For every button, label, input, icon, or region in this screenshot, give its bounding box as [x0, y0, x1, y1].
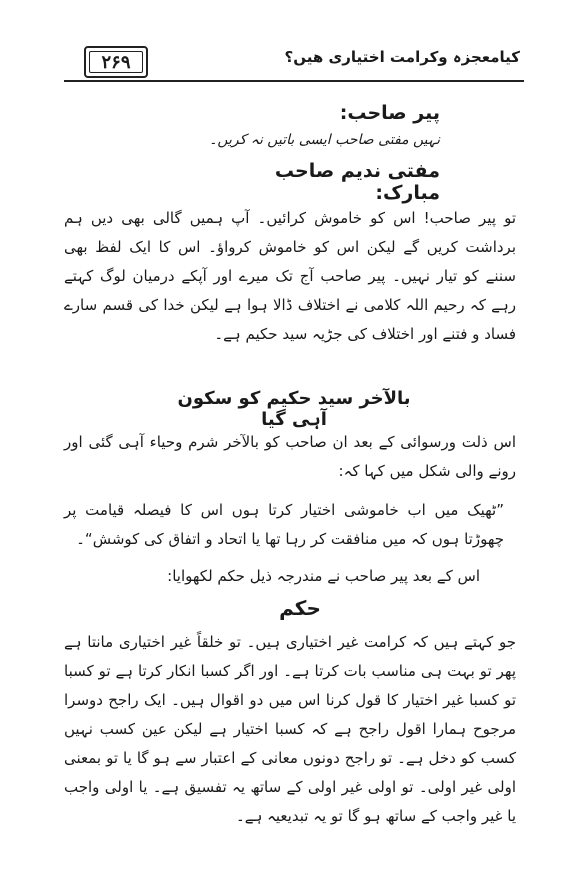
- running-title: کیامعجزہ وکرامت اختیاری ھیں؟: [284, 48, 520, 66]
- order-intro: اس کے بعد پیر صاحب نے مندرجہ ذیل حکم لکھوایا:: [167, 567, 480, 585]
- mufti-paragraph: تو پیر صاحب! اس کو خاموش کرائیں۔ آپ ہمیں گالی بھی دیں ہم برداشت کریں گے لیکن اس کو خاموش کرواؤ۔ اس کا ایک لفظ بھی سننے کو تیار نہیں۔ پیر صاحب آج تک میرے اور آپکے درمیان لوگ کہتے رہے کہ رحیم اللہ کلامی نے اختلاف ڈالا ہوا ہے لیکن خدا کی قسم سارے فساد و فتنے اور اختلاف کی جڑیہ سید حکیم ہے۔: [64, 209, 516, 343]
- hukm-title: حکم: [279, 596, 321, 620]
- quote-paragraph: ”ٹھیک میں اب خاموشی اختیار کرتا ہوں اس کا فیصلہ قیامت پر چھوڑتا ہوں کہ میں منافقت کر رہا تھا یا اتحاد و اتفاق کی کوشش“۔: [64, 501, 504, 548]
- page-number: ۲۶۹: [84, 46, 148, 78]
- hukm-text: جو کہتے ہیں کہ کرامت غیر اختیاری ہیں۔ تو خلقاً غیر اختیاری مانتا ہے پھر تو بہت ہی مناسب بات کرتا ہے۔ اور اگر کسبا انکار کرتا ہے تو کسبا تو کسبا غیر اختیار کا قول کرنا اس میں دو اقوال ہیں۔ ایک راجح دوسرا مرجوح ہمارا اقول راجح ہے کہ کسبا اختیار ہے لیکن عین کسب نہیں کسب کو دخل ہے۔ تو راجح دونوں معانی کے اعتبار سے ہو گا یا تو بمعنی اولی غیر اولی۔ تو اولی غیر اولی کے ساتھ یہ تفسیق ہے۔ یا اولی واجب یا غیر واجب کے ساتھ ہو گا تو یہ تبدیعیہ ہے۔: [64, 633, 516, 825]
- section-paragraph: اس ذلت ورسوائی کے بعد ان صاحب کو بالآخر شرم وحیاء آہی گئی اور رونے والی شکل میں کہا کہ:: [64, 433, 516, 480]
- speaker-mufti-nadeem: مفتی ندیم صاحب مبارک:: [274, 160, 440, 204]
- header-rule: [64, 80, 524, 82]
- section-heading: بالآخر سید حکیم کو سکون آہی گیا: [177, 388, 411, 430]
- speaker-pir-sahib: پیر صاحب:: [339, 102, 440, 124]
- pir-sahib-reply: نہیں مفتی صاحب ایسی باتیں نہ کریں۔: [209, 132, 440, 148]
- page-header: [64, 44, 524, 80]
